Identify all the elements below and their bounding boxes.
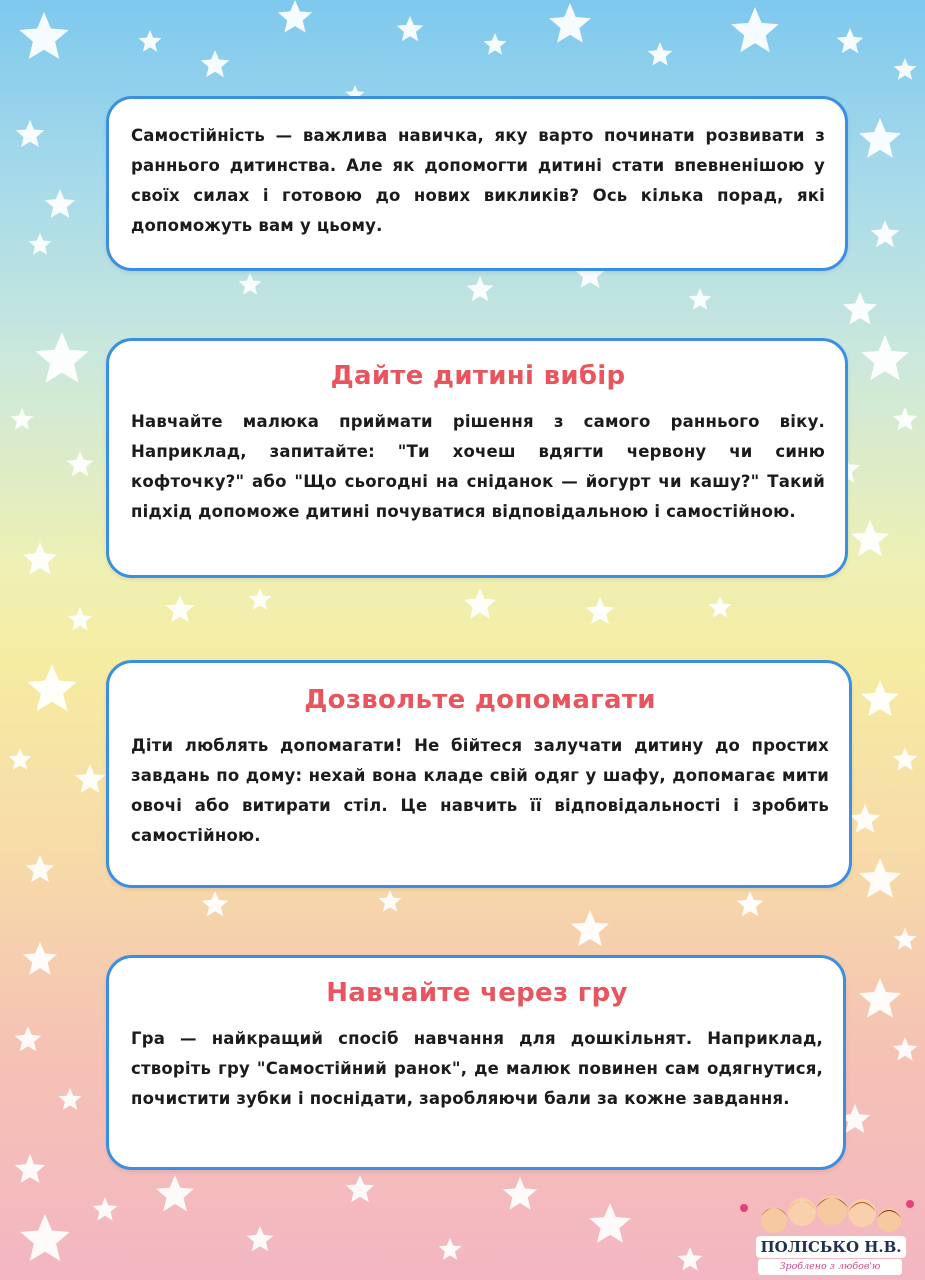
star-icon [648, 42, 673, 66]
intro-card [106, 96, 848, 271]
tip-card-game [106, 955, 846, 1170]
star-icon [11, 408, 34, 430]
star-icon [843, 292, 877, 325]
tip-text: Діти люблять допомагати! Не бійтеся залучати дитину до простих завдань по дому: нехай вона кладе свій одяг у шафу, допомагає мити овочі або витирати стіл. Це навчить її відповідальності і зробить самостійною. [131, 736, 829, 845]
star-icon [859, 858, 901, 898]
star-icon [16, 120, 45, 147]
star-icon [850, 804, 880, 833]
star-icon [166, 595, 195, 622]
star-icon [503, 1177, 537, 1210]
star-icon [893, 747, 918, 771]
star-icon [709, 596, 732, 618]
star-icon [731, 7, 779, 52]
star-icon [589, 1203, 631, 1243]
star-icon [27, 664, 76, 711]
star-icon [871, 220, 900, 247]
star-icon [239, 273, 262, 295]
star-icon [571, 910, 609, 946]
star-icon [29, 233, 52, 255]
star-icon [247, 1226, 274, 1251]
star-icon [439, 1238, 462, 1260]
children-faces-icon [726, 1182, 922, 1242]
tip-card-help [106, 660, 852, 888]
star-icon [893, 1037, 918, 1061]
star-icon [837, 28, 864, 53]
star-icon [75, 764, 105, 793]
star-icon [484, 33, 507, 55]
star-icon [467, 276, 494, 301]
tip-title: Навчайте через гру [326, 978, 628, 1008]
star-icon [201, 50, 230, 77]
tip-text: Гра — найкращий спосіб навчання для дошкільнят. Наприклад, створіть гру "Самостійний ранок", де малюк повинен сам одягнутися, почистити зубки і поснідати, заробляючи бали за кожне завдання. [131, 1029, 823, 1108]
star-icon [397, 16, 424, 41]
star-icon [249, 588, 272, 610]
star-icon [346, 1175, 375, 1202]
intro-text: Самостійність — важлива навичка, яку варто починати розвивати з раннього дитинства. Але як допомогти дитині стати впевненішою у своїх силах і готовою до нових викликів? Ось кілька порад, які допоможуть вам у цьому. [131, 126, 825, 235]
star-icon [379, 890, 402, 912]
star-icon [851, 520, 889, 556]
star-icon [586, 597, 615, 624]
star-icon [35, 332, 88, 383]
star-icon [278, 0, 312, 33]
logo-tagline: Зроблено з любов'ю [758, 1259, 902, 1275]
star-icon [45, 189, 75, 218]
star-icon [15, 1154, 45, 1183]
star-icon [859, 978, 901, 1018]
star-icon [26, 855, 55, 882]
star-icon [19, 12, 68, 59]
star-icon [678, 1247, 703, 1271]
tip-card-choice [106, 338, 848, 578]
tip-title: Дозвольте допомагати [304, 685, 656, 715]
star-icon [464, 588, 496, 619]
star-icon [859, 118, 901, 158]
star-icon [139, 30, 162, 52]
star-icon [202, 891, 229, 916]
star-icon [68, 607, 93, 631]
star-icon [67, 451, 94, 476]
star-icon [894, 928, 917, 950]
star-icon [23, 942, 57, 975]
author-logo [726, 1182, 922, 1278]
star-icon [93, 1197, 118, 1221]
star-icon [861, 335, 909, 380]
star-icon [861, 680, 899, 716]
star-icon [893, 407, 918, 431]
star-icon [689, 288, 712, 310]
star-icon [23, 542, 57, 575]
tip-text: Навчайте малюка приймати рішення з самого раннього віку. Наприклад, запитайте: "Ти хочеш вдягти червону чи синю кофточку?" або "Що сьогодні на сніданок — йогурт чи кашу?" Такий підхід допоможе дитині почуватися відповідальною і самостійною. [131, 412, 825, 521]
star-icon [549, 3, 591, 43]
star-icon [156, 1175, 194, 1211]
tip-title: Дайте дитині вибір [330, 361, 626, 391]
star-icon [737, 891, 764, 916]
star-icon [9, 748, 32, 770]
star-icon [15, 1026, 42, 1051]
star-icon [20, 1214, 69, 1261]
star-icon [894, 58, 917, 80]
author-name: ПОЛІСЬКО Н.В. [756, 1236, 906, 1258]
star-icon [59, 1088, 82, 1110]
